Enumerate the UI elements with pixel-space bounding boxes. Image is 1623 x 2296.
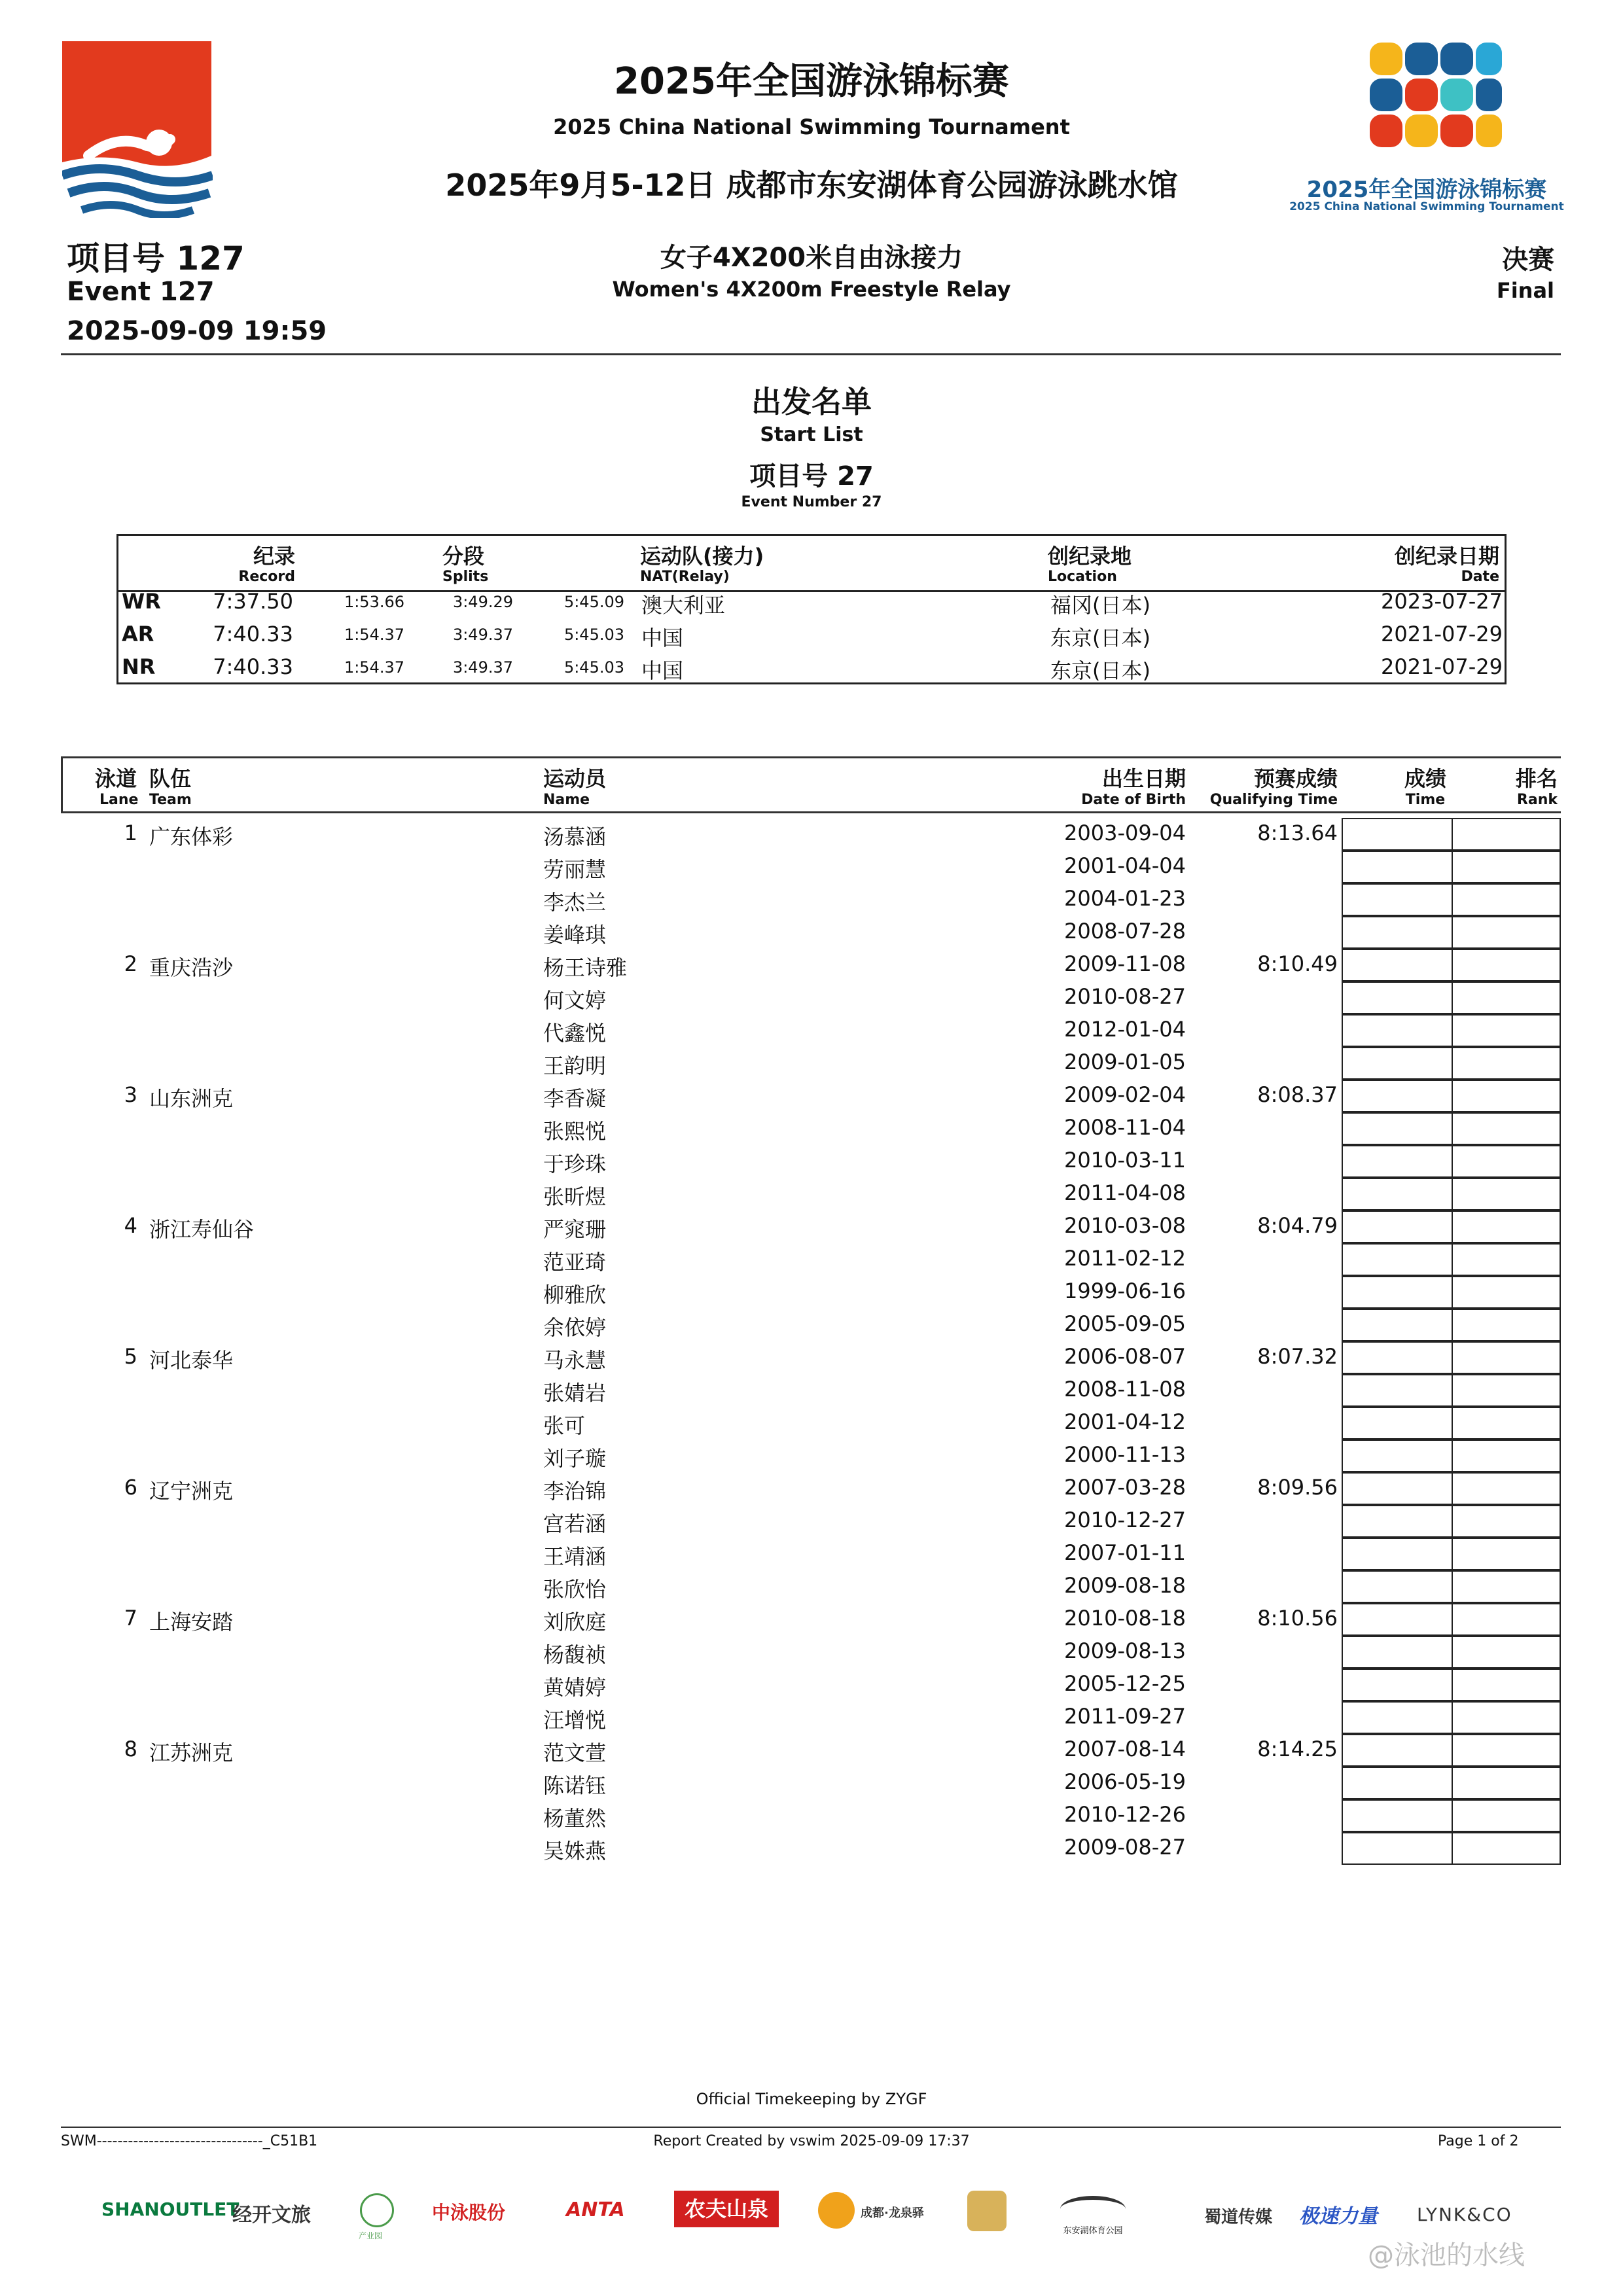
record-code: NR bbox=[122, 654, 156, 679]
swimmer-dob: 2005-12-25 bbox=[1064, 1671, 1186, 1696]
time-box bbox=[1342, 916, 1453, 949]
rank-box bbox=[1452, 1505, 1561, 1538]
rank-box bbox=[1452, 1014, 1561, 1047]
sl-h-rank-en: Rank bbox=[1516, 792, 1558, 808]
lane-number: 8 bbox=[124, 1737, 137, 1761]
swimmer-dob: 2010-03-11 bbox=[1064, 1148, 1186, 1173]
sl-h-qt-en: Qualifying Time bbox=[1209, 792, 1338, 808]
time-box bbox=[1342, 1341, 1453, 1374]
rank-box bbox=[1452, 1603, 1561, 1636]
record-split-1: 1:54.37 bbox=[344, 626, 404, 644]
time-box bbox=[1342, 1439, 1453, 1472]
swimmer-dob: 1999-06-16 bbox=[1064, 1279, 1186, 1303]
rank-box bbox=[1452, 1309, 1561, 1341]
rank-box bbox=[1452, 1669, 1561, 1701]
swimmer-name: 张欣怡 bbox=[543, 1577, 607, 1602]
swimmer-dob: 2008-11-04 bbox=[1064, 1115, 1186, 1140]
rank-box bbox=[1452, 851, 1561, 883]
swimmer-name: 张婧岩 bbox=[543, 1381, 607, 1405]
swimmer-name: 陈诺钰 bbox=[543, 1773, 607, 1798]
rank-box bbox=[1452, 1570, 1561, 1603]
record-location: 福冈(日本) bbox=[1050, 593, 1150, 618]
event-datetime: 2025-09-09 19:59 bbox=[67, 316, 327, 346]
sponsor-park-logo bbox=[360, 2193, 394, 2227]
swimmer-dob: 2009-02-04 bbox=[1064, 1082, 1186, 1107]
swimmer-dob: 2009-08-18 bbox=[1064, 1573, 1186, 1598]
team-name: 山东洲克 bbox=[149, 1086, 234, 1111]
swimmer-name: 余依婷 bbox=[543, 1315, 607, 1340]
sl-h-time-en: Time bbox=[1405, 792, 1446, 808]
event-number-cn: 项目号 127 bbox=[67, 239, 245, 277]
record-split-2: 3:49.29 bbox=[452, 593, 513, 611]
qualifying-time: 8:09.56 bbox=[1257, 1475, 1338, 1500]
rank-box bbox=[1452, 1080, 1561, 1112]
record-split-1: 1:53.66 bbox=[344, 593, 404, 611]
qualifying-time: 8:13.64 bbox=[1257, 821, 1338, 845]
rank-box bbox=[1452, 883, 1561, 916]
sl-h-team-cn: 队伍 bbox=[149, 766, 192, 791]
sl-h-time-cn: 成绩 bbox=[1404, 766, 1446, 791]
swimmer-name: 张可 bbox=[543, 1413, 586, 1438]
record-nat: 澳大利亚 bbox=[641, 593, 726, 618]
time-box bbox=[1342, 1178, 1453, 1210]
footer-report: Report Created by vswim 2025-09-09 17:37 bbox=[653, 2133, 970, 2149]
sl-h-name-cn: 运动员 bbox=[543, 766, 607, 791]
time-box bbox=[1342, 1832, 1453, 1865]
venue: 2025年9月5-12日 成都市东安湖体育公园游泳跳水馆 bbox=[445, 168, 1178, 203]
swimmer-dob: 2011-02-12 bbox=[1064, 1246, 1186, 1271]
swimmer-name: 王靖涵 bbox=[543, 1544, 607, 1569]
lane-number: 1 bbox=[124, 821, 137, 845]
list-event-cn: 项目号 27 bbox=[749, 461, 874, 491]
swimmer-name: 李杰兰 bbox=[543, 890, 607, 915]
time-box bbox=[1342, 851, 1453, 883]
qualifying-time: 8:10.49 bbox=[1257, 951, 1338, 976]
swimmer-dob: 2010-03-08 bbox=[1064, 1213, 1186, 1238]
qualifying-time: 8:10.56 bbox=[1257, 1606, 1338, 1631]
swimmer-dob: 2009-01-05 bbox=[1064, 1050, 1186, 1074]
lane-number: 5 bbox=[124, 1344, 137, 1369]
swimmer-name: 杨馥祯 bbox=[543, 1642, 607, 1667]
rank-box bbox=[1452, 1832, 1561, 1865]
record-code: AR bbox=[122, 622, 154, 646]
swimmer-dob: 2010-08-27 bbox=[1064, 984, 1186, 1009]
qualifying-time: 8:08.37 bbox=[1257, 1082, 1338, 1107]
sponsor-lynk: LYNK&CO bbox=[1417, 2204, 1512, 2225]
rank-box bbox=[1452, 1636, 1561, 1669]
rank-box bbox=[1452, 916, 1561, 949]
swimmer-dob: 2010-12-27 bbox=[1064, 1508, 1186, 1532]
rank-box bbox=[1452, 1701, 1561, 1734]
rank-box bbox=[1452, 1210, 1561, 1243]
swimmer-name: 于珍珠 bbox=[543, 1152, 607, 1176]
swimmer-dob: 2008-07-28 bbox=[1064, 919, 1186, 944]
record-date: 2021-07-29 bbox=[1381, 622, 1503, 646]
swimmer-dob: 2000-11-13 bbox=[1064, 1442, 1186, 1467]
right-logo-text-en: 2025 China National Swimming Tournament bbox=[1289, 200, 1564, 213]
time-box bbox=[1342, 1374, 1453, 1407]
rank-box bbox=[1452, 1538, 1561, 1570]
swimmer-dob: 2012-01-04 bbox=[1064, 1017, 1186, 1042]
rank-box bbox=[1452, 1439, 1561, 1472]
swimmer-name: 杨王诗雅 bbox=[543, 955, 628, 980]
record-nat: 中国 bbox=[641, 626, 684, 650]
swimmer-name: 汪增悦 bbox=[543, 1708, 607, 1733]
swimmer-dob: 2010-08-18 bbox=[1064, 1606, 1186, 1631]
records-table bbox=[116, 534, 1507, 684]
rank-box bbox=[1452, 1145, 1561, 1178]
event-name-en: Women's 4X200m Freestyle Relay bbox=[612, 277, 1011, 302]
time-box bbox=[1342, 1243, 1453, 1276]
time-box bbox=[1342, 1505, 1453, 1538]
swimmer-name: 柳雅欣 bbox=[543, 1282, 607, 1307]
qualifying-time: 8:04.79 bbox=[1257, 1213, 1338, 1238]
rec-h-nat-en: NAT(Relay) bbox=[640, 569, 730, 585]
rank-box bbox=[1452, 1374, 1561, 1407]
swimmer-dob: 2005-09-05 bbox=[1064, 1311, 1186, 1336]
record-time: 7:40.33 bbox=[213, 622, 293, 646]
lane-number: 2 bbox=[124, 951, 137, 976]
swimmer-dob: 2007-01-11 bbox=[1064, 1540, 1186, 1565]
team-name: 辽宁洲克 bbox=[149, 1479, 234, 1504]
record-split-3: 5:45.03 bbox=[563, 626, 624, 644]
swimmer-name: 劳丽慧 bbox=[543, 857, 607, 882]
swimmer-name: 宫若涵 bbox=[543, 1511, 607, 1536]
swimmer-name: 范文萱 bbox=[543, 1740, 607, 1765]
record-location: 东京(日本) bbox=[1050, 658, 1150, 683]
sl-h-lane-cn: 泳道 bbox=[95, 766, 137, 791]
sl-h-name-en: Name bbox=[543, 792, 590, 808]
startlist-top-line bbox=[61, 756, 1561, 758]
footer-page: Page 1 of 2 bbox=[1438, 2133, 1519, 2149]
swimmer-dob: 2007-08-14 bbox=[1064, 1737, 1186, 1761]
title-cn: 2025年全国游泳锦标赛 bbox=[614, 60, 1009, 103]
swimmer-dob: 2004-01-23 bbox=[1064, 886, 1186, 911]
time-box bbox=[1342, 883, 1453, 916]
swimmer-name: 王韵明 bbox=[543, 1053, 607, 1078]
right-logo bbox=[1364, 39, 1508, 170]
swimmer-dob: 2011-04-08 bbox=[1064, 1180, 1186, 1205]
rank-box bbox=[1452, 1472, 1561, 1505]
sl-h-qt-cn: 预赛成绩 bbox=[1253, 766, 1338, 791]
time-box bbox=[1342, 1570, 1453, 1603]
rank-box bbox=[1452, 1407, 1561, 1439]
rank-box bbox=[1452, 1341, 1561, 1374]
team-name: 广东体彩 bbox=[149, 824, 234, 849]
swimmer-dob: 2009-08-27 bbox=[1064, 1835, 1186, 1860]
event-number-en: Event 127 bbox=[67, 277, 215, 307]
time-box bbox=[1342, 1047, 1453, 1080]
time-box bbox=[1342, 1112, 1453, 1145]
timekeeping: Official Timekeeping by ZYGF bbox=[696, 2090, 927, 2108]
left-logo bbox=[62, 41, 213, 218]
records-header bbox=[118, 536, 1505, 592]
rank-box bbox=[1452, 949, 1561, 981]
time-box bbox=[1342, 1472, 1453, 1505]
sl-h-dob-cn: 出生日期 bbox=[1101, 766, 1186, 791]
sponsor-park: 产业园 bbox=[359, 2231, 383, 2240]
record-code: WR bbox=[122, 589, 161, 614]
sponsor-donganhu: 东安湖体育公园 bbox=[1063, 2226, 1123, 2236]
swimmer-name: 张昕煜 bbox=[543, 1184, 607, 1209]
swimmer-name: 黄婧婷 bbox=[543, 1675, 607, 1700]
startlist-left-line bbox=[61, 756, 63, 813]
sponsor-shanoutlet: SHANOUTLET bbox=[101, 2199, 240, 2220]
sponsor-donganhu-logo bbox=[1060, 2196, 1126, 2222]
record-split-1: 1:54.37 bbox=[344, 658, 404, 677]
time-box bbox=[1342, 1276, 1453, 1309]
header-divider bbox=[61, 353, 1561, 355]
swimmer-name: 马永慧 bbox=[543, 1348, 607, 1373]
rec-h-date-en: Date bbox=[1461, 569, 1499, 585]
swimmer-name: 杨董然 bbox=[543, 1806, 607, 1831]
time-box bbox=[1342, 1210, 1453, 1243]
watermark: @泳池的水线 bbox=[1368, 2240, 1525, 2270]
time-box bbox=[1342, 1538, 1453, 1570]
record-time: 7:37.50 bbox=[213, 589, 293, 614]
time-box bbox=[1342, 1080, 1453, 1112]
rank-box bbox=[1452, 1243, 1561, 1276]
rank-box bbox=[1452, 1767, 1561, 1799]
time-box bbox=[1342, 981, 1453, 1014]
swimmer-dob: 2003-09-04 bbox=[1064, 821, 1186, 845]
time-box bbox=[1342, 1407, 1453, 1439]
sl-h-dob-en: Date of Birth bbox=[1081, 792, 1186, 808]
swimmer-dob: 2006-08-07 bbox=[1064, 1344, 1186, 1369]
lane-number: 6 bbox=[124, 1475, 137, 1500]
swimmer-dob: 2008-11-08 bbox=[1064, 1377, 1186, 1402]
sponsor-gold-logo bbox=[967, 2191, 1007, 2231]
swimmer-name: 汤慕涵 bbox=[543, 824, 607, 849]
qualifying-time: 8:14.25 bbox=[1257, 1737, 1338, 1761]
swimmer-name: 范亚琦 bbox=[543, 1250, 607, 1275]
swimmer-name: 刘欣庭 bbox=[543, 1610, 607, 1634]
lane-number: 4 bbox=[124, 1213, 137, 1238]
sponsor-anta: ANTA bbox=[566, 2199, 625, 2221]
sponsor-shudao: 蜀道传媒 bbox=[1204, 2208, 1273, 2227]
record-time: 7:40.33 bbox=[213, 654, 293, 679]
qualifying-time: 8:07.32 bbox=[1257, 1344, 1338, 1369]
swimmer-name: 严窕珊 bbox=[543, 1217, 607, 1242]
rec-h-splits-en: Splits bbox=[442, 569, 489, 585]
swimmer-name: 姜峰琪 bbox=[543, 923, 607, 947]
list-title-cn: 出发名单 bbox=[751, 384, 872, 419]
team-name: 重庆浩沙 bbox=[149, 955, 234, 980]
event-name-cn: 女子4X200米自由泳接力 bbox=[660, 243, 963, 273]
rank-box bbox=[1452, 1799, 1561, 1832]
sl-h-lane-en: Lane bbox=[99, 792, 139, 808]
team-name: 江苏洲克 bbox=[149, 1740, 234, 1765]
swimmer-dob: 2011-09-27 bbox=[1064, 1704, 1186, 1729]
rank-box bbox=[1452, 1112, 1561, 1145]
time-box bbox=[1342, 1767, 1453, 1799]
rank-box bbox=[1452, 981, 1561, 1014]
time-box bbox=[1342, 818, 1453, 851]
rec-h-record-cn: 纪录 bbox=[253, 544, 295, 569]
swimmer-name: 李治锦 bbox=[543, 1479, 607, 1504]
lane-number: 7 bbox=[124, 1606, 137, 1631]
time-box bbox=[1342, 1636, 1453, 1669]
record-split-2: 3:49.37 bbox=[452, 626, 513, 644]
title-en: 2025 China National Swimming Tournament bbox=[553, 115, 1070, 139]
sponsor-nongfu: 农夫山泉 bbox=[674, 2191, 779, 2227]
rank-box bbox=[1452, 1734, 1561, 1767]
lane-number: 3 bbox=[124, 1082, 137, 1107]
swimmer-dob: 2001-04-12 bbox=[1064, 1409, 1186, 1434]
swimmer-dob: 2007-03-28 bbox=[1064, 1475, 1186, 1500]
time-box bbox=[1342, 1309, 1453, 1341]
rank-box bbox=[1452, 818, 1561, 851]
swimmer-dob: 2001-04-04 bbox=[1064, 853, 1186, 878]
rec-h-loc-cn: 创纪录地 bbox=[1048, 544, 1132, 569]
sponsor-zhongyong: 中泳股份 bbox=[432, 2202, 506, 2223]
rank-box bbox=[1452, 1047, 1561, 1080]
list-event-en: Event Number 27 bbox=[741, 494, 882, 510]
record-date: 2021-07-29 bbox=[1381, 654, 1503, 679]
right-logo-text-cn: 2025年全国游泳锦标赛 bbox=[1306, 177, 1547, 203]
swimmer-name: 何文婷 bbox=[543, 988, 607, 1013]
phase-en: Final bbox=[1496, 278, 1554, 303]
rec-h-date-cn: 创纪录日期 bbox=[1394, 544, 1499, 569]
phase-cn: 决赛 bbox=[1502, 245, 1554, 275]
team-name: 河北泰华 bbox=[149, 1348, 234, 1373]
time-box bbox=[1342, 1014, 1453, 1047]
record-date: 2023-07-27 bbox=[1381, 589, 1503, 614]
swimmer-name: 刘子璇 bbox=[543, 1446, 607, 1471]
swimmer-dob: 2010-12-26 bbox=[1064, 1802, 1186, 1827]
swimmer-name: 李香凝 bbox=[543, 1086, 607, 1111]
rank-box bbox=[1452, 1178, 1561, 1210]
rec-h-splits-cn: 分段 bbox=[442, 544, 485, 569]
record-location: 东京(日本) bbox=[1050, 626, 1150, 650]
swimmer-dob: 2009-08-13 bbox=[1064, 1638, 1186, 1663]
time-box bbox=[1342, 1669, 1453, 1701]
swimmer-name: 张熙悦 bbox=[543, 1119, 607, 1144]
time-box bbox=[1342, 949, 1453, 981]
sl-h-rank-cn: 排名 bbox=[1515, 766, 1558, 791]
sponsor-jingkai: 经开文旅 bbox=[232, 2204, 311, 2227]
startlist-header-line bbox=[61, 811, 1561, 813]
records-code-divider bbox=[118, 590, 120, 684]
sponsor-jisu: 极速力量 bbox=[1299, 2205, 1378, 2228]
time-box bbox=[1342, 1799, 1453, 1832]
time-box bbox=[1342, 1701, 1453, 1734]
sl-h-team-en: Team bbox=[149, 792, 192, 808]
rec-h-nat-cn: 运动队(接力) bbox=[640, 544, 764, 569]
record-split-3: 5:45.09 bbox=[563, 593, 624, 611]
footer-line bbox=[61, 2127, 1561, 2128]
team-name: 上海安踏 bbox=[149, 1610, 234, 1634]
record-split-3: 5:45.03 bbox=[563, 658, 624, 677]
rec-h-record-en: Record bbox=[238, 569, 295, 585]
records-code-col-line bbox=[116, 588, 118, 683]
rec-h-loc-en: Location bbox=[1048, 569, 1117, 585]
team-name: 浙江寿仙谷 bbox=[149, 1217, 255, 1242]
footer-code: SWM--------------------------------_C51B1 bbox=[61, 2133, 318, 2149]
list-title-en: Start List bbox=[760, 423, 863, 446]
swimmer-dob: 2006-05-19 bbox=[1064, 1769, 1186, 1794]
swimmer-name: 吴姝燕 bbox=[543, 1839, 607, 1863]
record-nat: 中国 bbox=[641, 658, 684, 683]
time-box bbox=[1342, 1145, 1453, 1178]
rank-box bbox=[1452, 1276, 1561, 1309]
sponsor-longquan-logo bbox=[818, 2192, 855, 2229]
record-split-2: 3:49.37 bbox=[452, 658, 513, 677]
time-box bbox=[1342, 1603, 1453, 1636]
swimmer-dob: 2009-11-08 bbox=[1064, 951, 1186, 976]
sponsor-longquan: 成都·龙泉驿 bbox=[861, 2206, 924, 2220]
time-box bbox=[1342, 1734, 1453, 1767]
swimmer-name: 代鑫悦 bbox=[543, 1021, 607, 1046]
